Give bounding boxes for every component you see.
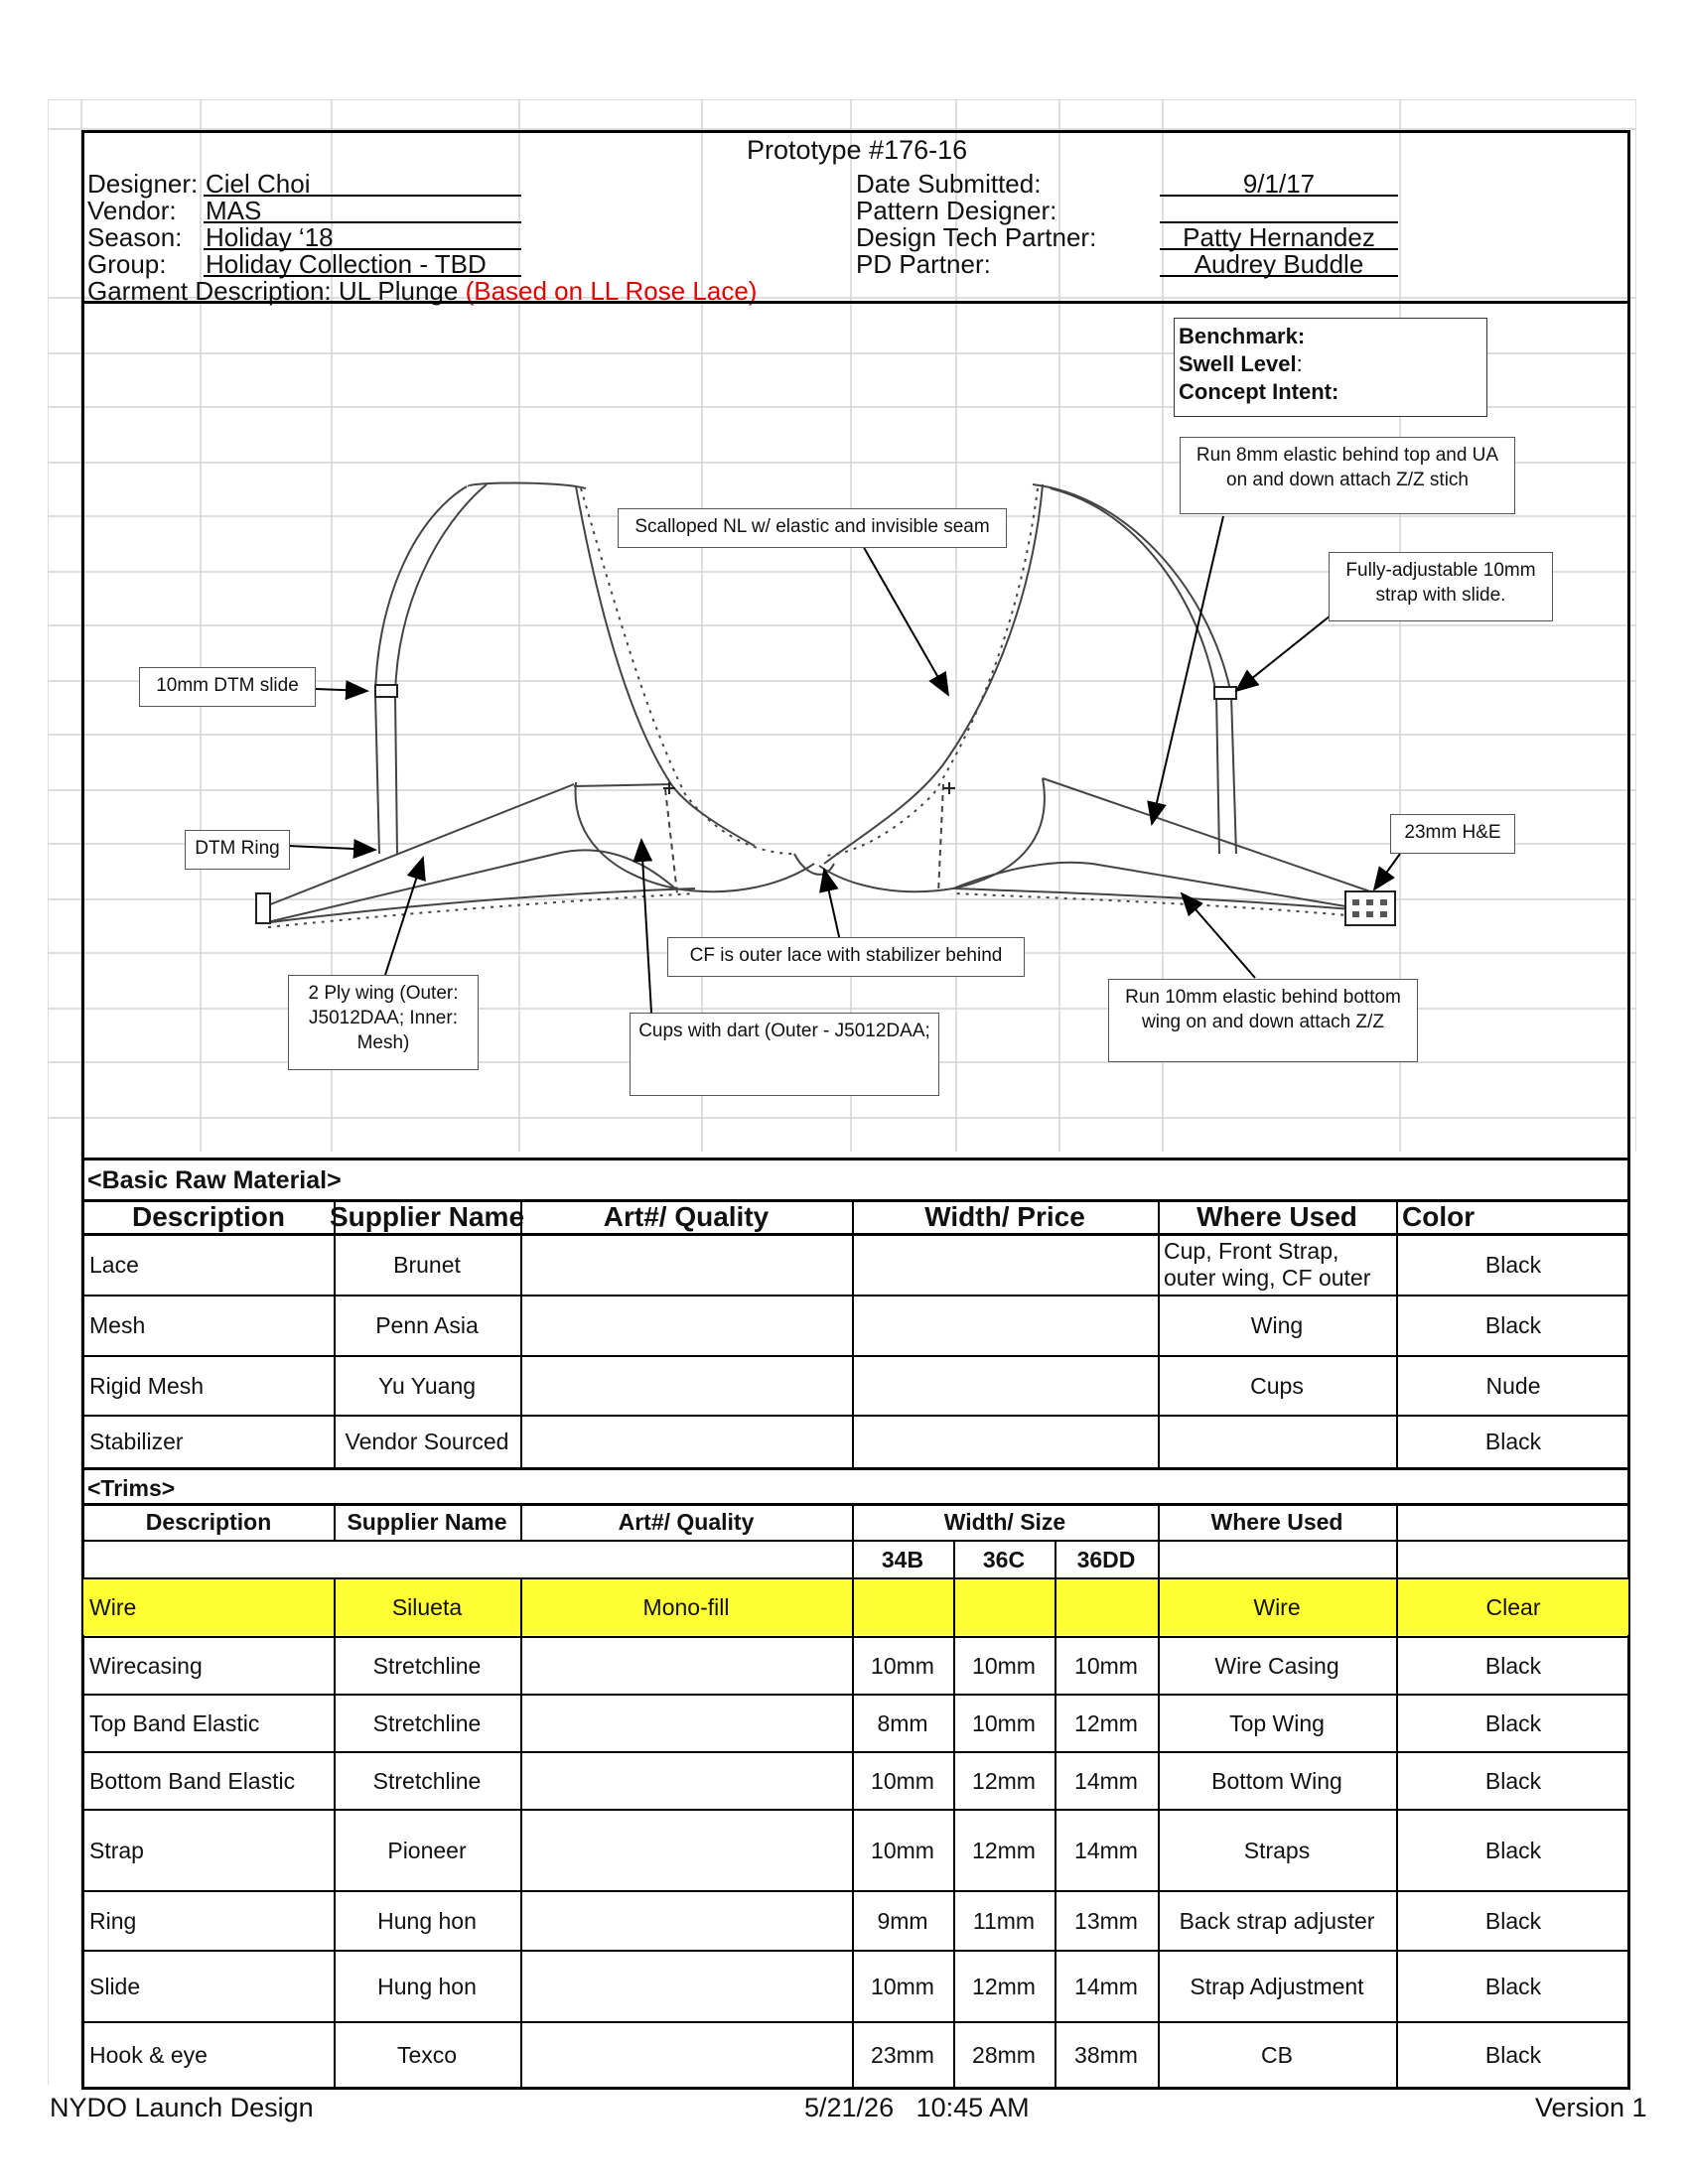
rm-row-where: Wing [1250, 1311, 1304, 1338]
trim-row-size: 11mm [972, 1907, 1036, 1934]
trim-row-color: Black [1484, 2041, 1542, 2068]
prototype-title: Prototype #176-16 [747, 135, 968, 165]
callout-two-ply-wing: 2 Ply wing (Outer: J5012DAA; Inner: Mesh) [288, 975, 479, 1070]
rm-header-art: Art#/ Quality [603, 1201, 770, 1232]
trims-header-description: Description [145, 1508, 272, 1535]
swell-colon: : [1296, 351, 1303, 376]
trim-row-color: Black [1484, 1709, 1542, 1736]
rm-header-description: Description [131, 1201, 286, 1232]
rm-row-supplier: Brunet [393, 1251, 461, 1278]
trim-row-supplier: Silueta [391, 1593, 463, 1620]
trim-row-size: 8mm [877, 1709, 928, 1736]
trim-row-description: Wirecasing [89, 1652, 203, 1679]
callout-center-front: CF is outer lace with stabilizer behind [667, 937, 1025, 977]
rm-row-art [520, 1236, 852, 1294]
trim-row-description: Wire [89, 1593, 137, 1620]
trim-row-description: Top Band Elastic [89, 1709, 260, 1736]
raw-material-title: <Basic Raw Material> [87, 1166, 342, 1194]
rm-row-width [852, 1417, 1158, 1466]
callout-bottom-elastic: Run 10mm elastic behind bottom wing on and down attach Z/Z [1108, 979, 1418, 1062]
group-value: Holiday Collection - TBD [206, 249, 487, 279]
size-36dd: 36DD [1076, 1546, 1136, 1572]
trim-row-supplier: Hung hon [377, 1973, 477, 1999]
trim-row-size: 10mm [871, 1973, 934, 1999]
trim-row-color: Black [1484, 1973, 1542, 1999]
trim-row-art [520, 2023, 852, 2087]
trim-row-art [520, 1696, 852, 1751]
concept-intent-label: Concept Intent: [1179, 379, 1339, 404]
season-label: Season: [87, 222, 183, 252]
garment-value: UL Plunge [338, 276, 459, 306]
raw-material-top-rule [81, 1158, 1630, 1160]
trim-row-size: 28mm [972, 2041, 1036, 2068]
trim-row-size [953, 1579, 1055, 1635]
rm-row-art [520, 1357, 852, 1415]
trim-row-where: CB [1261, 2041, 1293, 2068]
trim-row-size: 14mm [1074, 1767, 1138, 1794]
rm-row-description: Rigid Mesh [89, 1372, 205, 1399]
rm-header-supplier: Supplier Name [329, 1201, 525, 1232]
date-label: Date Submitted: [856, 169, 1042, 199]
rm-row-color: Black [1484, 1311, 1542, 1338]
footer-version: Version 1 [1535, 2093, 1647, 2122]
callout-hook-eye: 23mm H&E [1390, 814, 1515, 854]
swell-level-label: Swell Level [1179, 351, 1297, 376]
trim-row-size: 10mm [972, 1652, 1036, 1679]
rm-row-color: Nude [1485, 1372, 1541, 1399]
callout-adjustable-strap: Fully-adjustable 10mm strap with slide. [1329, 552, 1553, 621]
rm-row-color: Black [1484, 1428, 1542, 1454]
designer-label: Designer: [87, 169, 199, 199]
trim-row-size: 10mm [871, 1652, 934, 1679]
callout-dtm-slide: 10mm DTM slide [139, 667, 316, 707]
trims-col-divider [520, 1503, 522, 1541]
rm-header-color: Color [1402, 1201, 1476, 1232]
trim-row-size [852, 1579, 953, 1635]
trim-row-size: 23mm [871, 2041, 934, 2068]
benchmark-label: Benchmark: [1179, 324, 1306, 348]
group-label: Group: [87, 249, 167, 279]
trims-top-rule [81, 1467, 1630, 1470]
trim-row-size: 10mm [871, 1837, 934, 1863]
pd-partner-label: PD Partner: [856, 249, 991, 279]
tech-partner-value: Patty Hernandez [1183, 222, 1375, 252]
rm-row-description: Lace [89, 1251, 139, 1278]
rm-row-width [852, 1357, 1158, 1415]
trim-row-description: Bottom Band Elastic [89, 1767, 296, 1794]
trim-row-supplier: Hung hon [377, 1907, 477, 1934]
trim-row-supplier: Stretchline [372, 1767, 482, 1794]
trim-row-art [520, 1952, 852, 2021]
trim-row-where: Bottom Wing [1211, 1767, 1342, 1794]
footer-timestamp: 5/21/26 10:45 AM [804, 2093, 1030, 2122]
pd-partner-value: Audrey Buddle [1194, 249, 1364, 279]
footer-document-name: NYDO Launch Design [50, 2093, 314, 2122]
tech-partner-label: Design Tech Partner: [856, 222, 1097, 252]
trim-row-description: Slide [89, 1973, 141, 1999]
rm-header-where: Where Used [1196, 1201, 1357, 1232]
trim-row-where: Top Wing [1229, 1709, 1325, 1736]
trim-row-description: Strap [89, 1837, 144, 1863]
rm-row-art [520, 1297, 852, 1354]
rm-row-art [520, 1417, 852, 1466]
trim-row-art [520, 1892, 852, 1950]
trim-row-description: Ring [89, 1907, 137, 1934]
callout-top-elastic: Run 8mm elastic behind top and UA on and down attach Z/Z stich [1180, 437, 1515, 514]
trim-row-size: 14mm [1074, 1973, 1138, 1999]
trim-row-size: 10mm [871, 1767, 934, 1794]
rm-row-where [1158, 1417, 1396, 1466]
rm-row-width [852, 1236, 1158, 1294]
trims-col-divider [334, 1503, 336, 1541]
trim-row-supplier: Stretchline [372, 1709, 482, 1736]
trims-header-supplier: Supplier Name [347, 1508, 507, 1535]
trim-row-color: Clear [1485, 1593, 1541, 1620]
trim-row-color: Black [1484, 1767, 1542, 1794]
garment-note: (Based on LL Rose Lace) [465, 276, 758, 306]
trim-row-size [1055, 1579, 1158, 1635]
rm-row-where: Cups [1250, 1372, 1304, 1399]
size-34b: 34B [881, 1546, 924, 1572]
rm-row-supplier: Vendor Sourced [345, 1428, 509, 1454]
trim-row-where: Strap Adjustment [1190, 1973, 1364, 1999]
trim-row-size: 10mm [1074, 1652, 1138, 1679]
trim-row-where: Straps [1243, 1837, 1311, 1863]
rm-header-width: Width/ Price [924, 1201, 1085, 1232]
season-value: Holiday ‘18 [206, 222, 334, 252]
rm-row-width [852, 1297, 1158, 1354]
trim-row-art [520, 1753, 852, 1809]
trim-row-color: Black [1484, 1907, 1542, 1934]
rm-row-supplier: Penn Asia [375, 1311, 479, 1338]
trim-row-art [520, 1811, 852, 1890]
pattern-designer-label: Pattern Designer: [856, 196, 1057, 225]
trim-row-size: 12mm [1074, 1709, 1138, 1736]
trim-row-size: 38mm [1074, 2041, 1138, 2068]
trim-row-size: 12mm [972, 1767, 1036, 1794]
trim-row-where: Wire [1253, 1593, 1301, 1620]
callout-cups-dart: Cups with dart (Outer - J5012DAA; [630, 1013, 939, 1096]
rm-row-description: Mesh [89, 1311, 146, 1338]
trim-row-size: 12mm [972, 1973, 1036, 1999]
date-value: 9/1/17 [1242, 169, 1316, 199]
trims-header-where: Where Used [1210, 1508, 1343, 1535]
rm-row-supplier: Yu Yuang [377, 1372, 477, 1399]
vendor-label: Vendor: [87, 196, 177, 225]
garment-label: Garment Description: [87, 276, 332, 306]
trim-row-art [520, 1638, 852, 1694]
trim-row-supplier: Stretchline [372, 1652, 482, 1679]
callout-scalloped-neckline: Scalloped NL w/ elastic and invisible seam [618, 508, 1007, 548]
designer-value: Ciel Choi [206, 169, 311, 199]
trim-row-size: 10mm [972, 1709, 1036, 1736]
trim-row-where: Back strap adjuster [1179, 1907, 1375, 1934]
trim-row-art: Mono-fill [642, 1593, 730, 1620]
trims-header-width: Width/ Size [943, 1508, 1066, 1535]
trim-row-color: Black [1484, 1837, 1542, 1863]
trim-row-supplier: Texco [396, 2041, 458, 2068]
rm-row-color: Black [1484, 1251, 1542, 1278]
trim-row-description: Hook & eye [89, 2041, 208, 2068]
trim-row-size: 12mm [972, 1837, 1036, 1863]
callout-dtm-ring: DTM Ring [185, 830, 290, 870]
trim-row-size: 9mm [877, 1907, 928, 1934]
vendor-value: MAS [206, 196, 262, 225]
size-36c: 36C [982, 1546, 1026, 1572]
trim-row-size: 14mm [1074, 1837, 1138, 1863]
trim-row-where: Wire Casing [1214, 1652, 1339, 1679]
trim-row-size: 13mm [1074, 1907, 1138, 1934]
trims-title: <Trims> [87, 1475, 176, 1501]
rm-row-where: Cup, Front Strap, outer wing, CF outer [1164, 1238, 1371, 1291]
rm-row-description: Stabilizer [89, 1428, 184, 1454]
trim-row-color: Black [1484, 1652, 1542, 1679]
trim-row-supplier: Pioneer [387, 1837, 467, 1863]
trims-header-art: Art#/ Quality [618, 1508, 755, 1535]
